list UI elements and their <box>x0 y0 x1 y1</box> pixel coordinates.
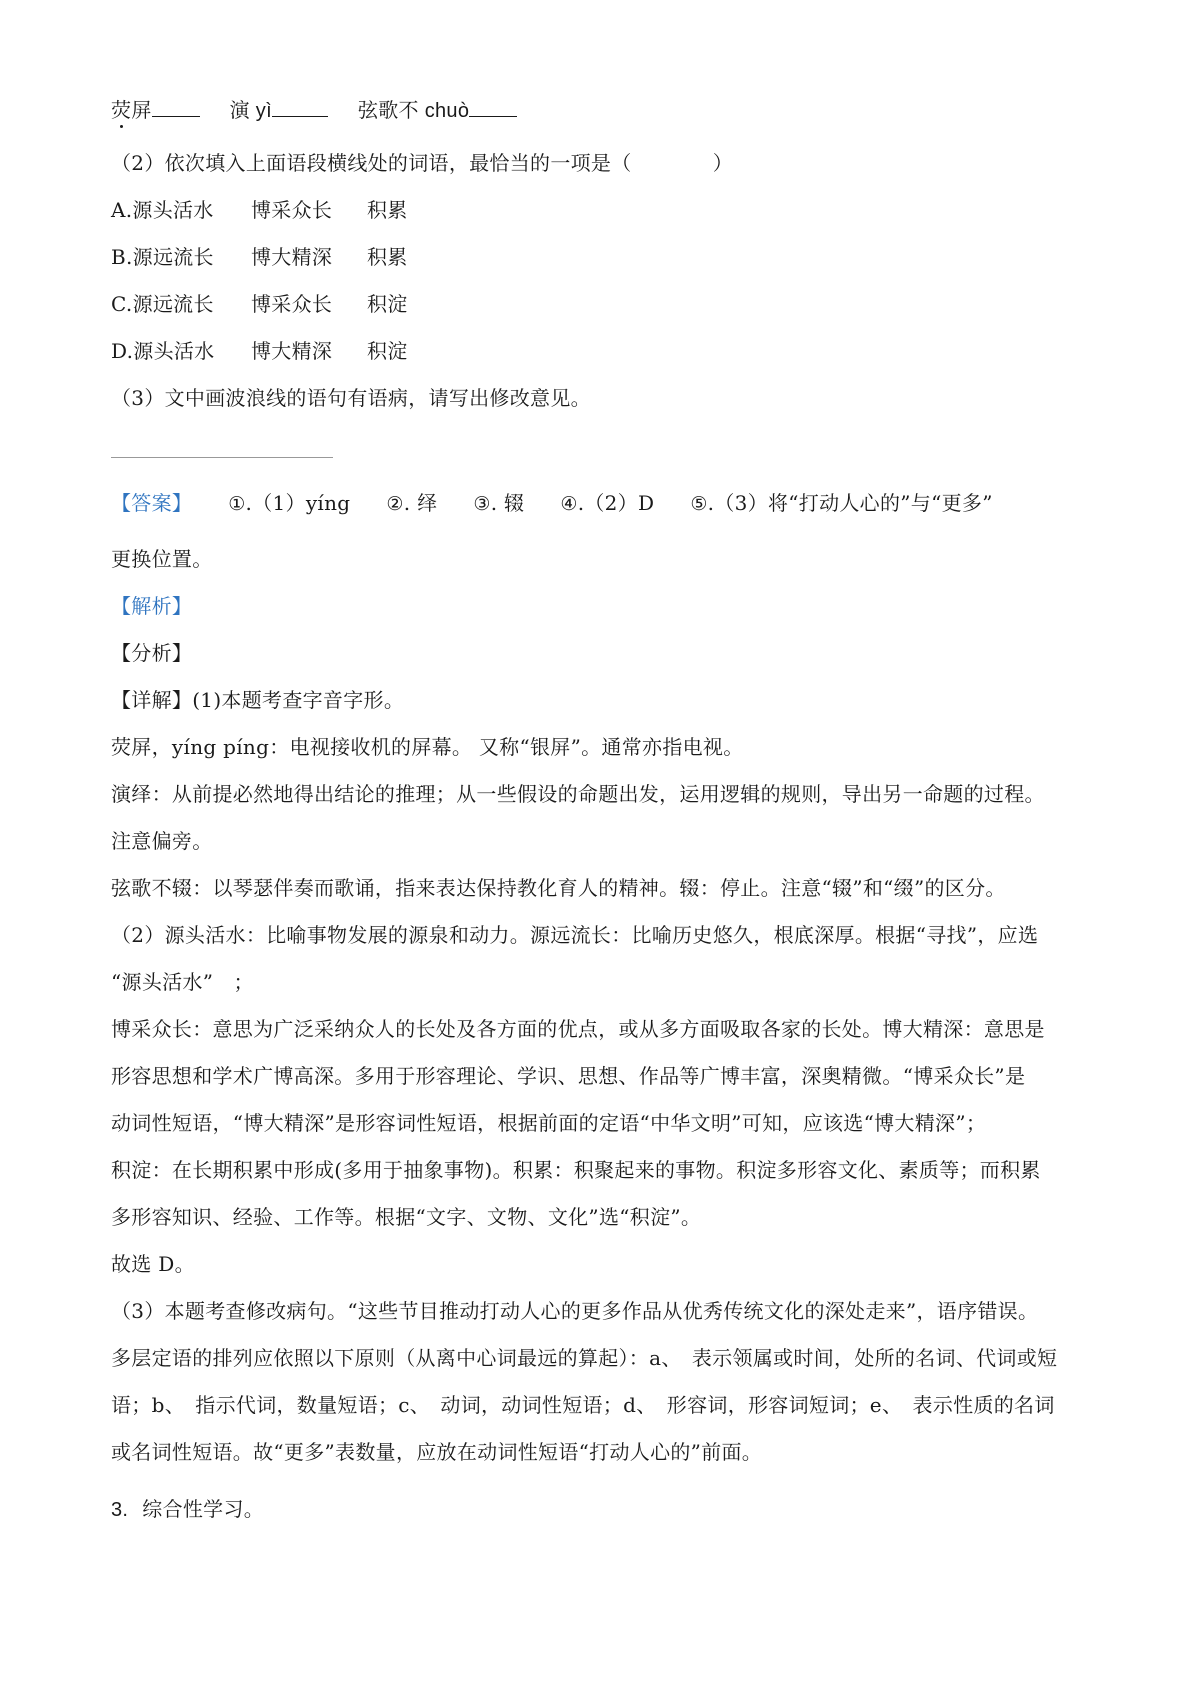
blank-item-3: 弦歌不 chuò <box>357 100 470 122</box>
blank-1 <box>152 98 200 117</box>
analysis-line: （3）本题考查修改病句。“这些节目推动打动人心的更多作品从优秀传统文化的深处走来”，语序错误。 <box>111 1299 1039 1323</box>
answer-num-2: ② <box>386 493 404 515</box>
option-label: B. <box>111 245 133 269</box>
blank-3 <box>469 98 517 117</box>
option-word-1: 源头活水 <box>132 198 214 222</box>
analysis-line: 弦歌不辍：以琴瑟伴奏而歌诵，指来表达保持教化育人的精神。辍：停止。注意“辍”和“缀”的区分。 <box>111 876 1006 900</box>
answer-num-3: ③ <box>473 493 491 515</box>
answer-num-5: ⑤ <box>690 493 708 515</box>
answer-tag: 【答案】 <box>111 491 193 515</box>
option-c <box>111 290 1110 318</box>
answer-text-2: . 绎 <box>403 491 438 515</box>
option-word-1: 源远流长 <box>132 245 214 269</box>
answer-num-4: ④ <box>560 493 578 515</box>
dotted-char: 荧 <box>111 98 132 122</box>
analysis-line: “源头活水” ； <box>111 970 254 994</box>
fill-blanks-line <box>111 96 1110 125</box>
option-word-1: 源远流长 <box>132 292 214 316</box>
blank-item-2: 演 yì <box>229 100 272 122</box>
option-label: A. <box>111 198 133 222</box>
option-word-3: 积累 <box>367 245 408 269</box>
analysis-line: 多层定语的排列应依照以下原则（从离中心词最远的算起）：a、 表示领属或时间，处所的名词、代词或短 <box>111 1346 1058 1370</box>
answer-text-4: .（2）D <box>577 491 655 515</box>
option-word-1: 源头活水 <box>133 339 215 363</box>
analysis-line: 注意偏旁。 <box>111 829 213 853</box>
answer-line <box>111 457 333 458</box>
analysis-line: 演绎：从前提必然地得出结论的推理；从一些假设的命题出发，运用逻辑的规则，导出另一命题的过程。 <box>111 782 1045 806</box>
option-d <box>111 337 1110 365</box>
option-label: D. <box>111 339 134 363</box>
q3-prompt: （3）文中画波浪线的语句有语病，请写出修改意见。 <box>111 386 591 410</box>
option-word-2: 博大精深 <box>251 339 333 363</box>
blank-item-1-rest: 屏 <box>131 98 152 122</box>
option-label: C. <box>111 292 133 316</box>
fenxi-tag: 【分析】 <box>111 641 193 665</box>
option-word-2: 博采众长 <box>251 292 333 316</box>
analysis-line: 形容思想和学术广博高深。多用于形容理论、学识、思想、作品等广博丰富，深奥精微。“博采众长”是 <box>111 1064 1026 1088</box>
analysis-line: 多形容知识、经验、工作等。根据“文字、文物、文化”选“积淀”。 <box>111 1205 702 1229</box>
analysis-line: 故选 D。 <box>111 1252 195 1276</box>
analysis-line: 语；b、 指示代词，数量短语；c、 动词，动词性短语；d、 形容词，形容词短词；e、 表示性质的名词 <box>111 1393 1055 1417</box>
analysis-line: 动词性短语，“博大精深”是形容词性短语，根据前面的定语“中华文明”可知，应该选“博大精深”； <box>111 1111 987 1135</box>
answer-num-1: ① <box>228 493 246 515</box>
next-question <box>111 1495 1110 1524</box>
answer-text-1: .（1）yíng <box>245 491 351 515</box>
option-word-2: 博大精深 <box>251 245 333 269</box>
answer-text-5: .（3）将“打动人心的”与“更多” <box>707 491 993 515</box>
answer-text-3: . 辍 <box>490 491 525 515</box>
answer-row <box>111 489 1110 518</box>
option-word-3: 积累 <box>367 198 408 222</box>
option-a <box>111 196 1110 224</box>
analysis-line: 或名词性短语。故“更多”表数量，应放在动词性短语“打动人心的”前面。 <box>111 1440 763 1464</box>
analysis-tag: 【解析】 <box>111 594 193 618</box>
answer-continuation: 更换位置。 <box>111 547 213 571</box>
option-word-3: 积淀 <box>367 292 408 316</box>
option-word-2: 博采众长 <box>251 198 333 222</box>
q2-prompt: （2）依次填入上面语段横线处的词语，最恰当的一项是（ ） <box>111 151 734 175</box>
blank-2 <box>272 98 328 117</box>
analysis-line: 积淀：在长期积累中形成(多用于抽象事物)。积累：积聚起来的事物。积淀多形容文化、素质等；而积累 <box>111 1158 1041 1182</box>
question-title: 综合性学习。 <box>142 1497 265 1521</box>
analysis-line: 博采众长：意思为广泛采纳众人的长处及各方面的优点，或从多方面吸取各家的长处。博大精深：意思是 <box>111 1017 1045 1041</box>
option-b <box>111 243 1110 271</box>
analysis-line: （2）源头活水：比喻事物发展的源泉和动力。源远流长：比喻历史悠久，根底深厚。根据“寻找”，应选 <box>111 923 1039 947</box>
option-word-3: 积淀 <box>367 339 408 363</box>
analysis-line: 荧屏，yíng píng：电视接收机的屏幕。 又称“银屏”。通常亦指电视。 <box>111 735 744 759</box>
analysis-line: 【详解】(1)本题考查字音字形。 <box>111 688 405 712</box>
question-number: 3. <box>111 1499 129 1521</box>
